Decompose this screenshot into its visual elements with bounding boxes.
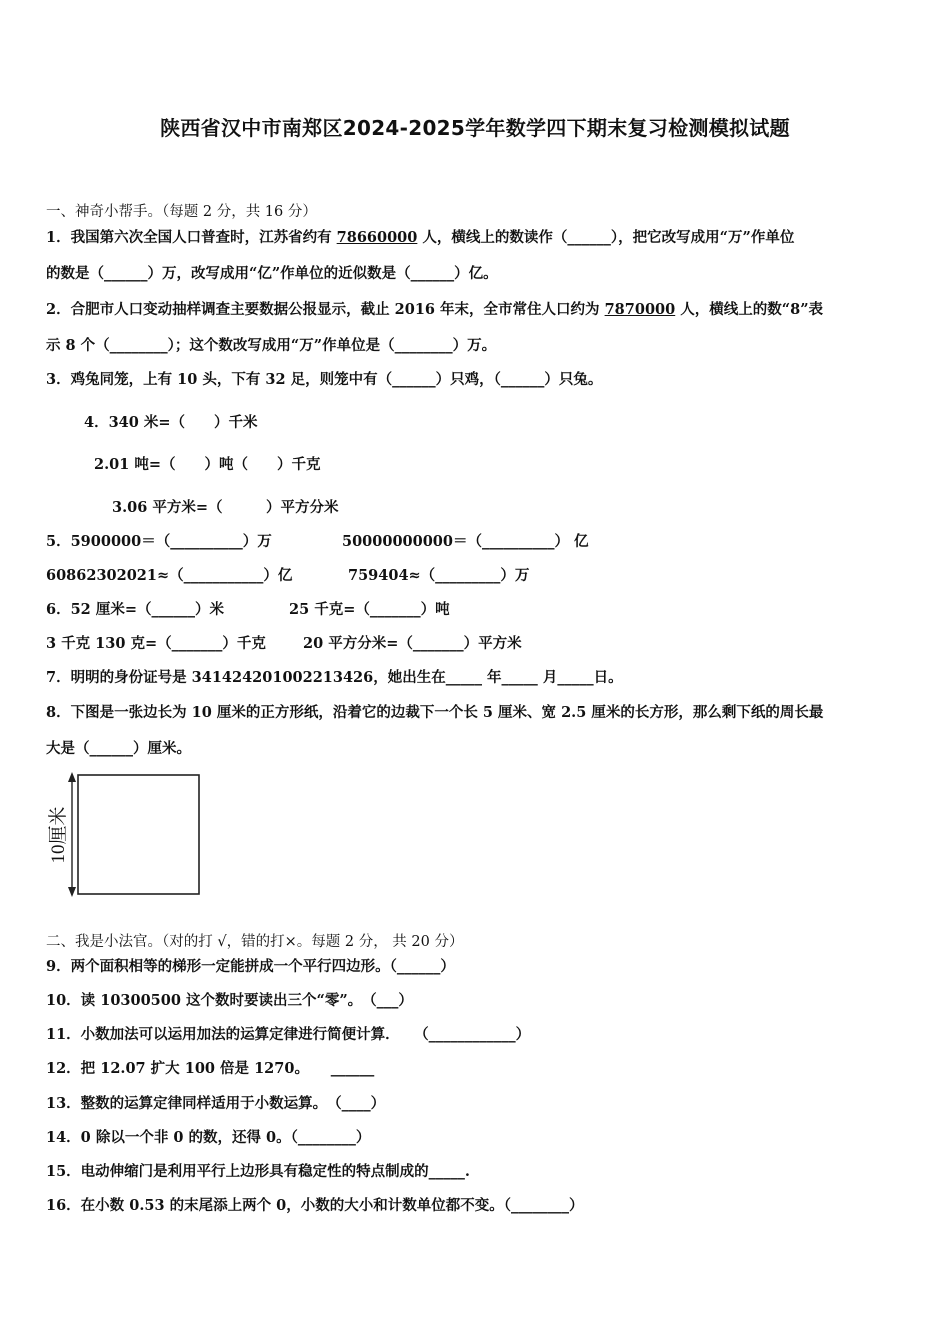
q2-line2: 示 8 个（________）；这个数改写成用“万”作单位是（________）万。	[46, 337, 497, 354]
q1-text-a: 1．我国第六次全国人口普查时，江苏省约有	[46, 229, 337, 246]
q8-line1: 8．下图是一张边长为 10 厘米的正方形纸，沿着它的边裁下一个长 5 厘米、宽 2.5 厘米的长方形，那么剩下纸的周长最	[46, 704, 824, 721]
q16: 16．在小数 0.53 的末尾添上两个 0，小数的大小和计数单位都不变。（________）	[46, 1197, 584, 1214]
q6-a: 6．52 厘米=（______）米	[46, 601, 224, 618]
q1-number: 78660000	[336, 229, 418, 246]
q1-line1	[46, 228, 794, 248]
q3: 3．鸡兔同笼，上有 10 头，下有 32 足，则笼中有（______）只鸡，（______）只兔。	[46, 371, 603, 388]
page-title: 陕西省汉中市南郑区2024-2025学年数学四下期末复习检测模拟试题	[160, 116, 790, 140]
q10: 10．读 10300500 这个数时要读出三个“零”。 （___）	[46, 992, 413, 1009]
q2-text-a: 2．合肥市人口变动抽样调查主要数据公报显示，截止 2016 年末，全市常住人口约为	[46, 301, 605, 318]
q4-c: 3.06 平方米=（ ）平方分米	[112, 499, 339, 516]
q11: 11．小数加法可以运用加法的运算定律进行简便计算． （____________）	[46, 1026, 531, 1043]
q8-line2: 大是（______）厘米。	[46, 740, 191, 757]
section1-heading: 一、神奇小帮手。（每题 2 分，共 16 分）	[46, 204, 317, 220]
q6-d: 20 平方分米=（_______）平方米	[303, 635, 522, 652]
q2-line1	[46, 300, 823, 320]
dimension-label: 10厘米	[48, 806, 69, 864]
q7: 7．明明的身份证号是 341424201002213426，她出生在_____ 年_____ 月_____日。	[46, 669, 623, 686]
dimension-arrow-top	[68, 772, 76, 782]
q2-number: 7870000	[604, 301, 676, 318]
q9: 9．两个面积相等的梯形一定能拼成一个平行四边形。（______）	[46, 958, 455, 975]
q6-b: 25 千克=（_______）吨	[289, 601, 450, 618]
q1-text-b: 人，横线上的数读作（______），把它改写成用“万”作单位	[417, 229, 795, 246]
square-shape	[78, 775, 199, 894]
section2-heading: 二、我是小法官。（对的打 √，错的打×。每题 2 分， 共 20 分）	[46, 934, 464, 950]
q4-a: 4．340 米=（ ）千米	[84, 414, 258, 431]
q5-c: 60862302021≈（___________）亿	[46, 567, 293, 584]
q5-d: 759404≈（_________）万	[348, 567, 530, 584]
q5-b: 50000000000＝（__________） 亿	[342, 533, 589, 550]
square-figure	[40, 768, 210, 902]
q12: 12．把 12.07 扩大 100 倍是 1270。 ______	[46, 1060, 375, 1077]
q1-line2: 的数是（______）万，改写成用“亿”作单位的近似数是（______）亿。	[46, 265, 498, 282]
q15: 15．电动伸缩门是利用平行上边形具有稳定性的特点制成的_____.	[46, 1163, 470, 1180]
q13: 13．整数的运算定律同样适用于小数运算。 （____）	[46, 1095, 386, 1112]
q4-b: 2.01 吨=（ ）吨（ ）千克	[94, 456, 321, 473]
q6-c: 3 千克 130 克=（_______）千克	[46, 635, 266, 652]
q5-a: 5．5900000＝（__________）万	[46, 533, 272, 550]
dimension-arrow-bottom	[68, 887, 76, 897]
q2-text-b: 人，横线上的数“8”表	[675, 301, 824, 318]
q14: 14．0 除以一个非 0 的数，还得 0。（________）	[46, 1129, 371, 1146]
